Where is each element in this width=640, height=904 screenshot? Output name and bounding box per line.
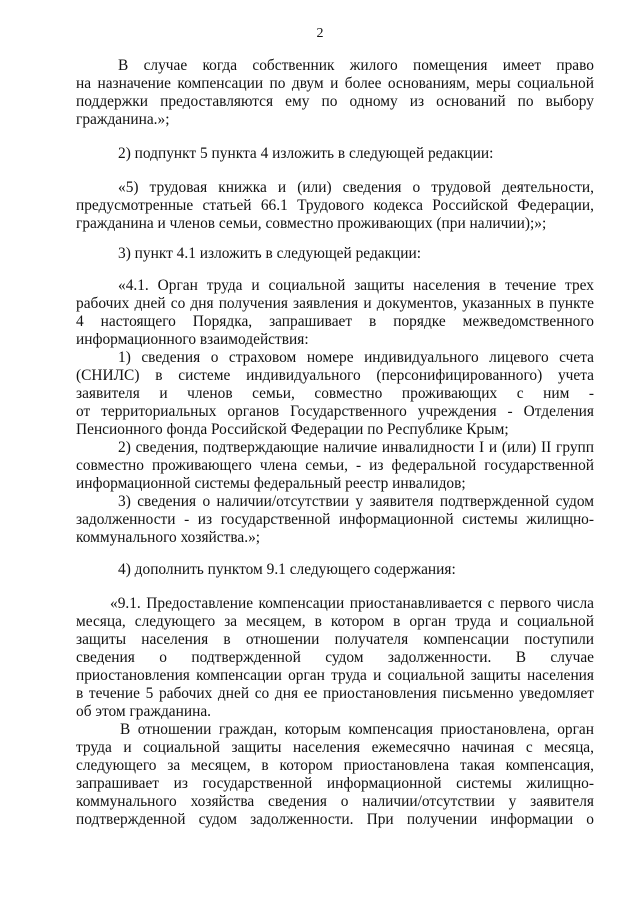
- text-line: месяца, следующего за месяцем, в котором в орган труда и социальной: [76, 613, 594, 630]
- text-line: следующего за месяцем, в котором приостановлена такая компенсация,: [76, 757, 594, 774]
- text-line: (СНИЛС) в системе индивидуального (персонифицированного) учета: [76, 367, 594, 384]
- text-line: 2) сведения, подтверждающие наличие инвалидности I и (или) II групп: [118, 439, 594, 456]
- text-line: совместно проживающего члена семьи, - из федеральной государственной: [76, 457, 594, 474]
- page-number: 2: [316, 26, 324, 41]
- text-line: рабочих дней со дня получения заявления и документов, указанных в пункте: [76, 295, 594, 312]
- text-line: 3) сведения о наличии/отсутствии у заявителя подтвержденной судом: [118, 493, 594, 510]
- text-line: гражданина.»;: [76, 111, 170, 128]
- text-line: труда и социальной защиты населения ежемесячно начиная с месяца,: [76, 739, 594, 756]
- text-line: 4) дополнить пунктом 9.1 следующего содержания:: [118, 561, 456, 578]
- text-line: 2) подпункт 5 пункта 4 изложить в следующей редакции:: [118, 145, 494, 162]
- text-line: 3) пункт 4.1 изложить в следующей редакции:: [118, 245, 422, 262]
- text-line: информационной системы федеральный реестр инвалидов;: [76, 475, 466, 492]
- text-line: В отношении граждан, которым компенсация приостановлена, орган: [120, 721, 594, 738]
- text-line: гражданина и членов семьи, совместно проживающих (при наличии);»;: [76, 215, 547, 232]
- text-line: на назначение компенсации по двум и более основаниям, меры социальной: [76, 75, 594, 92]
- text-line: В случае когда собственник жилого помещения имеет право: [118, 57, 594, 74]
- text-line: информационного взаимодействия:: [76, 331, 309, 348]
- text-line: коммунального хозяйства сведения о наличии/отсутствии у заявителя: [76, 793, 594, 810]
- text-line: Пенсионного фонда Российской Федерации по Республике Крым;: [76, 421, 509, 438]
- text-line: приостановления компенсации орган труда и социальной защиты населения: [76, 667, 594, 684]
- text-line: задолженности - из государственной информационной системы жилищно-: [76, 511, 594, 528]
- text-line: об этом гражданина.: [76, 703, 212, 720]
- text-line: «5) трудовая книжка и (или) сведения о трудовой деятельности,: [118, 179, 594, 196]
- text-line: в течение 5 рабочих дней со дня ее приостановления письменно уведомляет: [76, 685, 594, 702]
- text-line: коммунального хозяйства.»;: [76, 529, 261, 546]
- text-line: 4 настоящего Порядка, запрашивает в порядке межведомственного: [76, 313, 594, 330]
- text-line: запрашивает из государственной информационной системы жилищно-: [76, 775, 594, 792]
- text-line: поддержки предоставляются ему по одному из оснований по выбору: [76, 93, 594, 110]
- text-line: подтвержденной судом задолженности. При получении информации о: [76, 811, 594, 828]
- text-line: «9.1. Предоставление компенсации приостанавливается с первого числа: [110, 595, 594, 612]
- text-line: защиты населения в отношении получателя компенсации поступили: [76, 631, 594, 648]
- text-line: «4.1. Орган труда и социальной защиты населения в течение трех: [118, 277, 594, 294]
- text-line: сведения о подтвержденной судом задолженности. В случае: [76, 649, 594, 666]
- text-line: от территориальных органов Государственного учреждения - Отделения: [76, 403, 594, 420]
- text-line: заявителя и членов семьи, совместно проживающих с ним -: [76, 385, 594, 402]
- text-line: 1) сведения о страховом номере индивидуального лицевого счета: [118, 349, 594, 366]
- text-line: предусмотренные статьей 66.1 Трудового кодекса Российской Федерации,: [76, 197, 594, 214]
